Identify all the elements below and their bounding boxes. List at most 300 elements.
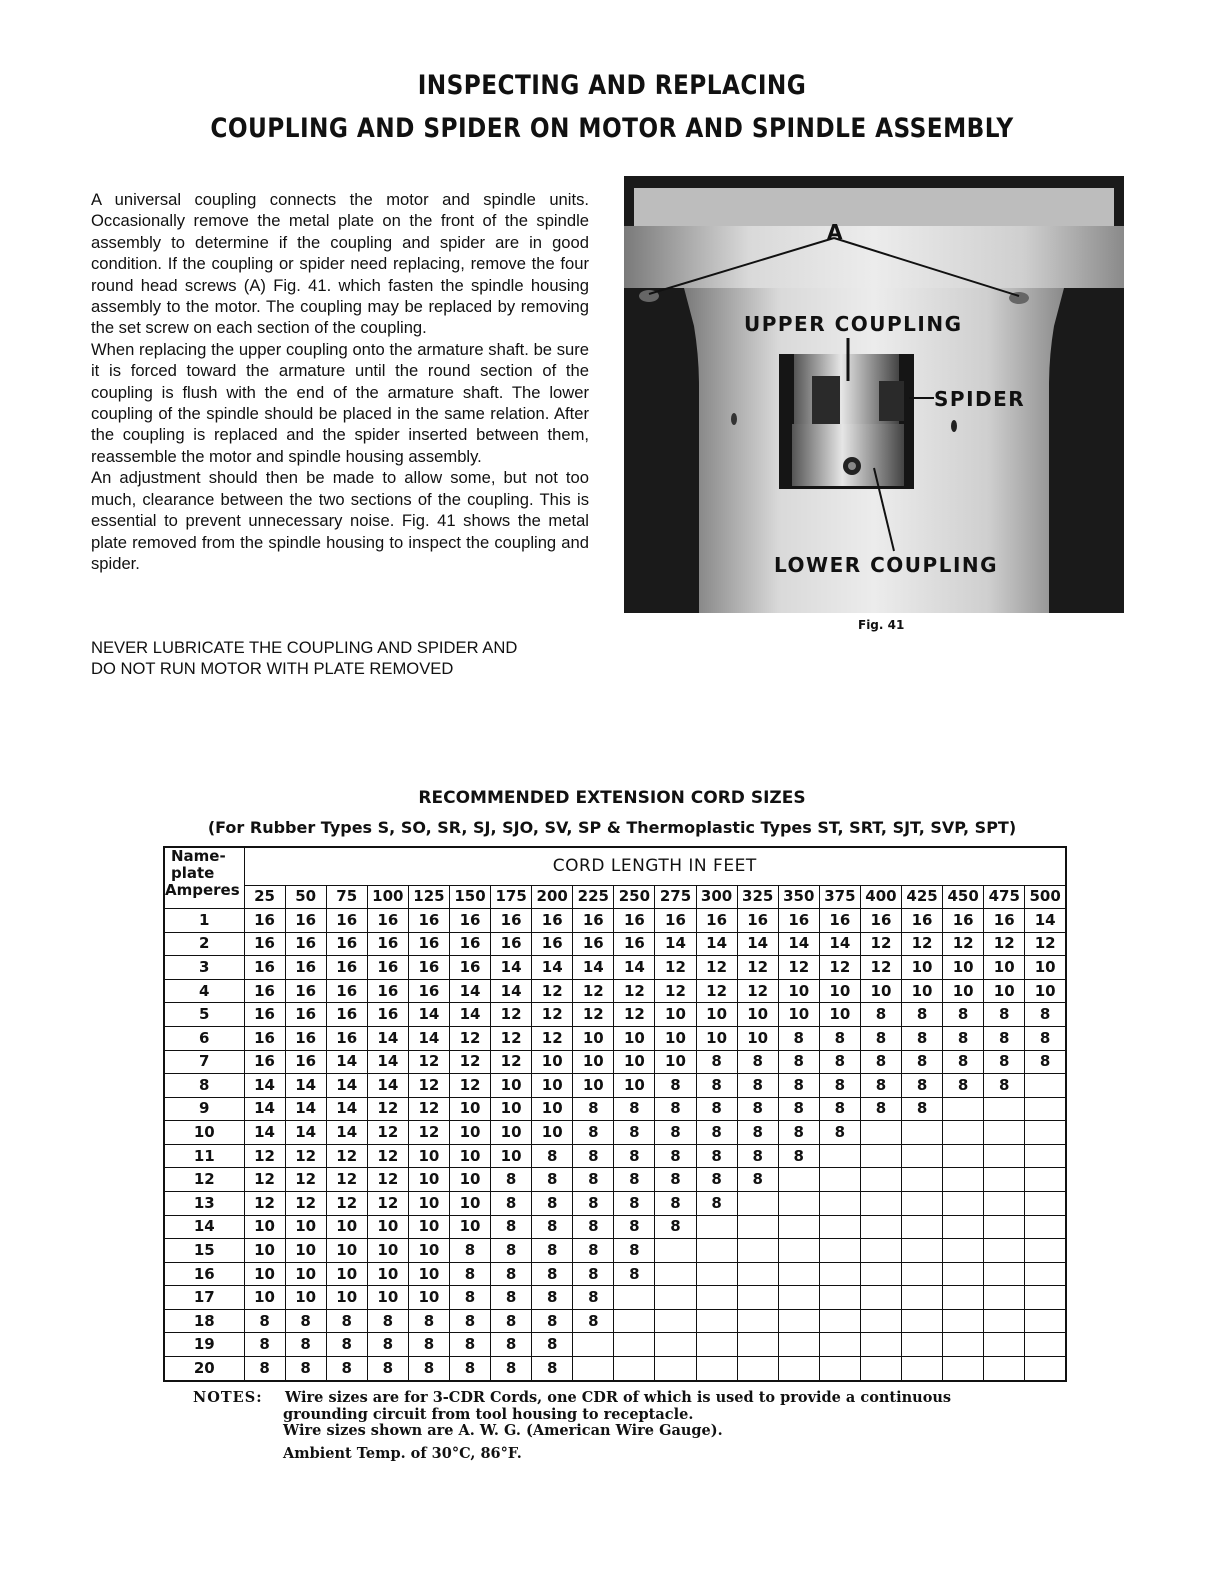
wire-size-cell: 8 <box>778 1121 819 1145</box>
wire-size-cell <box>655 1333 696 1357</box>
wire-size-cell: 8 <box>860 1097 901 1121</box>
wire-size-cell: 8 <box>532 1144 573 1168</box>
wire-size-cell: 10 <box>573 1026 614 1050</box>
wire-size-cell: 16 <box>655 909 696 933</box>
amperes-cell: 11 <box>164 1144 244 1168</box>
wire-size-cell: 12 <box>491 1026 532 1050</box>
wire-size-cell: 8 <box>285 1309 326 1333</box>
wire-size-cell: 12 <box>449 1050 490 1074</box>
wire-size-cell <box>943 1144 984 1168</box>
wire-size-cell: 16 <box>696 909 737 933</box>
amperes-cell: 4 <box>164 979 244 1003</box>
wire-size-cell: 12 <box>532 1026 573 1050</box>
wire-size-cell: 16 <box>408 932 449 956</box>
wire-size-cell: 12 <box>367 1097 408 1121</box>
wire-size-cell: 12 <box>902 932 943 956</box>
wire-size-cell: 8 <box>984 1050 1025 1074</box>
warning-text <box>91 637 589 680</box>
wire-size-cell: 12 <box>285 1192 326 1216</box>
wire-size-cell: 8 <box>655 1121 696 1145</box>
wire-size-cell <box>984 1121 1025 1145</box>
wire-size-cell <box>902 1333 943 1357</box>
wire-size-cell: 16 <box>244 1050 285 1074</box>
wire-size-cell: 16 <box>408 909 449 933</box>
wire-size-cell <box>860 1168 901 1192</box>
length-header-cell: 500 <box>1025 885 1066 909</box>
wire-size-cell: 10 <box>902 956 943 980</box>
wire-size-cell <box>778 1357 819 1381</box>
wire-size-cell: 14 <box>326 1121 367 1145</box>
wire-size-cell: 10 <box>367 1239 408 1263</box>
length-header-cell: 125 <box>408 885 449 909</box>
wire-size-cell <box>819 1239 860 1263</box>
wire-size-cell: 10 <box>491 1074 532 1098</box>
wire-size-cell: 8 <box>326 1333 367 1357</box>
table-row <box>164 1215 1066 1239</box>
wire-size-cell: 8 <box>367 1333 408 1357</box>
wire-size-cell <box>902 1168 943 1192</box>
wire-size-cell: 16 <box>285 956 326 980</box>
wire-size-cell <box>860 1144 901 1168</box>
wire-size-cell: 10 <box>532 1121 573 1145</box>
wire-size-cell: 8 <box>532 1168 573 1192</box>
wire-size-cell: 8 <box>573 1168 614 1192</box>
wire-size-cell <box>943 1215 984 1239</box>
wire-size-cell: 8 <box>943 1003 984 1027</box>
wire-size-cell <box>860 1286 901 1310</box>
wire-size-cell <box>573 1333 614 1357</box>
wire-size-cell <box>778 1262 819 1286</box>
wire-size-cell: 12 <box>326 1144 367 1168</box>
wire-size-cell <box>943 1333 984 1357</box>
wire-size-cell <box>819 1286 860 1310</box>
wire-size-cell: 10 <box>449 1144 490 1168</box>
wire-size-cell: 10 <box>326 1239 367 1263</box>
length-header-cell: 175 <box>491 885 532 909</box>
wire-size-cell <box>943 1357 984 1381</box>
wire-size-cell: 10 <box>449 1192 490 1216</box>
wire-size-cell: 14 <box>367 1074 408 1098</box>
wire-size-cell: 8 <box>491 1168 532 1192</box>
wire-size-cell: 10 <box>532 1097 573 1121</box>
nameplate-header-line-2: plate <box>171 864 215 882</box>
wire-size-cell <box>902 1309 943 1333</box>
wire-size-cell: 16 <box>860 909 901 933</box>
wire-size-cell: 16 <box>367 1003 408 1027</box>
wire-size-cell: 8 <box>532 1239 573 1263</box>
amperes-cell: 1 <box>164 909 244 933</box>
wire-size-cell: 12 <box>532 1003 573 1027</box>
wire-size-cell: 10 <box>943 956 984 980</box>
wire-size-cell: 10 <box>285 1239 326 1263</box>
wire-size-cell: 8 <box>614 1121 655 1145</box>
amperes-cell: 18 <box>164 1309 244 1333</box>
wire-size-cell <box>696 1309 737 1333</box>
table-row <box>164 1026 1066 1050</box>
wire-size-cell: 10 <box>860 979 901 1003</box>
table-row <box>164 932 1066 956</box>
wire-size-cell: 8 <box>902 1003 943 1027</box>
wire-size-cell <box>819 1309 860 1333</box>
wire-size-cell: 8 <box>778 1144 819 1168</box>
wire-size-cell <box>902 1286 943 1310</box>
table-row <box>164 956 1066 980</box>
wire-size-cell: 10 <box>1025 979 1066 1003</box>
wire-size-cell: 8 <box>737 1097 778 1121</box>
wire-size-cell <box>860 1239 901 1263</box>
wire-size-cell <box>1025 1121 1066 1145</box>
wire-size-cell <box>1025 1309 1066 1333</box>
wire-size-cell: 12 <box>244 1192 285 1216</box>
wire-size-cell: 8 <box>614 1144 655 1168</box>
wire-size-cell <box>984 1239 1025 1263</box>
wire-size-cell: 12 <box>244 1144 285 1168</box>
wire-size-cell <box>696 1286 737 1310</box>
wire-size-cell <box>860 1215 901 1239</box>
wire-size-cell: 8 <box>902 1097 943 1121</box>
wire-size-cell: 8 <box>532 1357 573 1381</box>
wire-size-cell: 14 <box>449 979 490 1003</box>
amperes-cell: 20 <box>164 1357 244 1381</box>
wire-size-cell: 16 <box>244 956 285 980</box>
table-row <box>164 1286 1066 1310</box>
wire-size-cell: 10 <box>819 1003 860 1027</box>
wire-size-cell: 16 <box>902 909 943 933</box>
wire-size-cell: 8 <box>491 1239 532 1263</box>
wire-size-cell: 10 <box>614 1074 655 1098</box>
wire-size-cell: 16 <box>491 932 532 956</box>
wire-size-cell: 8 <box>449 1286 490 1310</box>
wire-size-cell: 14 <box>244 1097 285 1121</box>
table-row <box>164 1168 1066 1192</box>
wire-size-cell: 8 <box>902 1050 943 1074</box>
wire-size-cell: 8 <box>737 1050 778 1074</box>
amperes-cell: 8 <box>164 1074 244 1098</box>
table-row <box>164 1357 1066 1381</box>
wire-size-cell: 10 <box>408 1144 449 1168</box>
amperes-cell: 16 <box>164 1262 244 1286</box>
table-title: RECOMMENDED EXTENSION CORD SIZES <box>418 788 806 808</box>
wire-size-cell: 12 <box>326 1168 367 1192</box>
wire-size-cell: 8 <box>532 1262 573 1286</box>
wire-size-cell: 8 <box>532 1286 573 1310</box>
wire-size-cell <box>778 1192 819 1216</box>
paragraph-1: A universal coupling connects the motor and spindle units. Occasionally remove the metal plate on the front of the spindle assembly to determine if the coupling and spider are in good condition. If the coupling or spider need replacing, remove the four round head screws (A) Fig. 41. which fasten the spindle housing assembly to the motor. The coupling may be replaced by removing the set screw on each section of the coupling. <box>91 190 589 338</box>
wire-size-cell: 8 <box>737 1144 778 1168</box>
wire-size-cell: 12 <box>737 956 778 980</box>
coupling-illustration <box>624 176 1124 613</box>
amperes-cell: 7 <box>164 1050 244 1074</box>
wire-size-cell <box>737 1215 778 1239</box>
wire-size-cell: 10 <box>449 1215 490 1239</box>
wire-size-cell: 8 <box>655 1144 696 1168</box>
wire-size-cell: 14 <box>573 956 614 980</box>
wire-size-cell: 8 <box>408 1333 449 1357</box>
wire-size-cell: 8 <box>696 1144 737 1168</box>
wire-size-cell: 8 <box>943 1026 984 1050</box>
wire-size-cell: 12 <box>573 979 614 1003</box>
table-row <box>164 979 1066 1003</box>
table-row <box>164 1074 1066 1098</box>
wire-size-cell: 12 <box>778 956 819 980</box>
wire-size-cell <box>943 1262 984 1286</box>
wire-size-cell: 8 <box>778 1026 819 1050</box>
wire-size-cell <box>860 1333 901 1357</box>
wire-size-cell: 14 <box>491 956 532 980</box>
length-header-cell: 425 <box>902 885 943 909</box>
wire-size-cell <box>1025 1262 1066 1286</box>
instructions-text <box>91 189 589 574</box>
page-title-line-1: INSPECTING AND REPLACING <box>417 70 807 101</box>
length-header-cell: 75 <box>326 885 367 909</box>
wire-size-cell <box>902 1262 943 1286</box>
wire-size-cell <box>860 1357 901 1381</box>
wire-size-cell <box>902 1239 943 1263</box>
wire-size-cell: 8 <box>449 1357 490 1381</box>
wire-size-cell: 14 <box>285 1074 326 1098</box>
label-lower-coupling: LOWER COUPLING <box>774 553 999 577</box>
wire-size-cell <box>860 1121 901 1145</box>
wire-size-cell: 10 <box>778 979 819 1003</box>
wire-size-cell: 8 <box>860 1074 901 1098</box>
wire-size-cell: 16 <box>326 932 367 956</box>
wire-size-cell <box>819 1333 860 1357</box>
table-row <box>164 1192 1066 1216</box>
length-header-cell: 375 <box>819 885 860 909</box>
wire-size-cell <box>984 1144 1025 1168</box>
wire-size-cell: 8 <box>943 1074 984 1098</box>
wire-size-cell: 10 <box>244 1239 285 1263</box>
wire-size-cell: 8 <box>614 1239 655 1263</box>
wire-size-cell: 12 <box>819 956 860 980</box>
wire-size-cell: 12 <box>1025 932 1066 956</box>
wire-size-cell <box>1025 1097 1066 1121</box>
wire-size-cell: 12 <box>367 1168 408 1192</box>
wire-size-cell: 16 <box>819 909 860 933</box>
wire-size-cell: 8 <box>573 1097 614 1121</box>
wire-size-cell <box>860 1192 901 1216</box>
label-spider: SPIDER <box>934 387 1026 411</box>
wire-size-cell: 16 <box>244 1026 285 1050</box>
amperes-cell: 10 <box>164 1121 244 1145</box>
wire-size-cell <box>655 1262 696 1286</box>
wire-size-cell: 16 <box>573 909 614 933</box>
wire-size-cell <box>778 1333 819 1357</box>
wire-size-cell <box>737 1286 778 1310</box>
wire-size-cell: 8 <box>614 1262 655 1286</box>
wire-size-cell <box>943 1121 984 1145</box>
wire-size-cell: 12 <box>696 956 737 980</box>
amperes-cell: 12 <box>164 1168 244 1192</box>
wire-size-cell: 16 <box>326 979 367 1003</box>
wire-size-cell: 8 <box>778 1074 819 1098</box>
wire-size-cell: 8 <box>902 1074 943 1098</box>
wire-size-cell <box>573 1357 614 1381</box>
wire-size-cell <box>984 1168 1025 1192</box>
wire-size-cell: 16 <box>984 909 1025 933</box>
wire-size-cell: 8 <box>655 1074 696 1098</box>
wire-size-cell: 16 <box>491 909 532 933</box>
wire-size-cell: 8 <box>532 1192 573 1216</box>
wire-size-cell: 12 <box>408 1097 449 1121</box>
wire-size-cell: 16 <box>326 1003 367 1027</box>
wire-size-cell: 8 <box>573 1215 614 1239</box>
wire-size-cell: 8 <box>449 1239 490 1263</box>
wire-size-cell: 8 <box>655 1215 696 1239</box>
wire-size-cell: 8 <box>696 1074 737 1098</box>
wire-size-cell: 14 <box>778 932 819 956</box>
figure-41-photo <box>624 176 1124 613</box>
wire-size-cell: 8 <box>285 1333 326 1357</box>
wire-size-cell <box>778 1168 819 1192</box>
wire-size-cell: 10 <box>573 1050 614 1074</box>
wire-size-cell: 16 <box>285 932 326 956</box>
wire-size-cell: 12 <box>408 1050 449 1074</box>
wire-size-cell <box>943 1168 984 1192</box>
wire-size-cell <box>614 1357 655 1381</box>
wire-size-cell: 14 <box>655 932 696 956</box>
wire-size-cell: 8 <box>1025 1050 1066 1074</box>
wire-size-cell: 16 <box>326 956 367 980</box>
wire-size-cell: 8 <box>696 1050 737 1074</box>
length-header-cell: 350 <box>778 885 819 909</box>
wire-size-cell: 8 <box>408 1309 449 1333</box>
wire-size-cell: 12 <box>655 956 696 980</box>
wire-size-cell: 14 <box>819 932 860 956</box>
wire-size-cell: 14 <box>408 1026 449 1050</box>
wire-size-cell: 10 <box>326 1262 367 1286</box>
wire-size-cell: 8 <box>696 1192 737 1216</box>
paragraph-2: When replacing the upper coupling onto the armature shaft. be sure it is forced toward the armature until the round section of the coupling is flush with the end of the armature shaft. The lower coupling of the spindle should be placed in the same relation. After the coupling is replaced and the spider inserted between them, reassemble the motor and spindle housing assembly. <box>91 339 589 466</box>
wire-size-cell <box>860 1309 901 1333</box>
length-header-cell: 275 <box>655 885 696 909</box>
wire-size-cell: 10 <box>408 1239 449 1263</box>
wire-size-cell <box>902 1121 943 1145</box>
wire-size-cell: 12 <box>408 1121 449 1145</box>
wire-size-cell: 8 <box>491 1286 532 1310</box>
wire-size-cell: 12 <box>696 979 737 1003</box>
wire-size-cell: 10 <box>655 1003 696 1027</box>
amperes-cell: 6 <box>164 1026 244 1050</box>
wire-size-cell: 8 <box>491 1333 532 1357</box>
wire-size-cell: 12 <box>367 1192 408 1216</box>
wire-size-cell: 10 <box>819 979 860 1003</box>
wire-size-cell <box>984 1192 1025 1216</box>
wire-size-cell: 16 <box>285 1003 326 1027</box>
amperes-cell: 13 <box>164 1192 244 1216</box>
wire-size-cell <box>737 1192 778 1216</box>
wire-size-cell: 10 <box>285 1262 326 1286</box>
wire-size-cell: 16 <box>244 932 285 956</box>
wire-size-cell: 8 <box>244 1357 285 1381</box>
wire-size-cell: 12 <box>367 1144 408 1168</box>
wire-size-cell <box>902 1192 943 1216</box>
wire-size-cell <box>1025 1215 1066 1239</box>
wire-size-cell <box>819 1357 860 1381</box>
wire-size-cell: 12 <box>449 1074 490 1098</box>
wire-size-cell <box>655 1286 696 1310</box>
length-header-cell: 250 <box>614 885 655 909</box>
wire-size-cell: 10 <box>614 1050 655 1074</box>
wire-size-cell <box>984 1333 1025 1357</box>
wire-size-cell <box>778 1239 819 1263</box>
note-line-4: Ambient Temp. of 30°C, 86°F. <box>283 1444 522 1462</box>
wire-size-cell: 8 <box>860 1026 901 1050</box>
wire-size-cell: 14 <box>367 1050 408 1074</box>
wire-size-cell: 8 <box>737 1168 778 1192</box>
wire-size-cell: 14 <box>449 1003 490 1027</box>
wire-size-cell <box>984 1215 1025 1239</box>
wire-size-cell: 8 <box>367 1309 408 1333</box>
table-header-row <box>164 847 1066 885</box>
wire-size-cell <box>737 1357 778 1381</box>
wire-size-cell <box>902 1357 943 1381</box>
length-header-cell: 400 <box>860 885 901 909</box>
wire-size-cell: 14 <box>491 979 532 1003</box>
wire-size-cell: 10 <box>573 1074 614 1098</box>
wire-size-cell <box>1025 1144 1066 1168</box>
wire-size-cell <box>696 1215 737 1239</box>
wire-size-cell: 16 <box>532 932 573 956</box>
table-row <box>164 1239 1066 1263</box>
wire-size-cell <box>819 1168 860 1192</box>
wire-size-cell <box>1025 1333 1066 1357</box>
wire-size-cell: 8 <box>532 1333 573 1357</box>
wire-size-cell: 10 <box>984 979 1025 1003</box>
length-header-cell: 200 <box>532 885 573 909</box>
wire-size-cell: 16 <box>326 1026 367 1050</box>
wire-size-cell: 12 <box>655 979 696 1003</box>
amperes-cell: 3 <box>164 956 244 980</box>
wire-size-cell: 12 <box>367 1121 408 1145</box>
warning-line-2: DO NOT RUN MOTOR WITH PLATE REMOVED <box>91 659 454 679</box>
wire-size-cell: 16 <box>449 932 490 956</box>
length-header-row <box>164 885 1066 909</box>
table-row <box>164 1121 1066 1145</box>
wire-size-cell: 16 <box>326 909 367 933</box>
wire-size-cell <box>943 1192 984 1216</box>
wire-size-cell: 8 <box>902 1026 943 1050</box>
page-title-line-2: COUPLING AND SPIDER ON MOTOR AND SPINDLE ASSEMBLY <box>210 113 1014 144</box>
wire-size-cell <box>737 1239 778 1263</box>
wire-size-cell <box>819 1262 860 1286</box>
warning-line-1: NEVER LUBRICATE THE COUPLING AND SPIDER AND <box>91 638 518 657</box>
wire-size-cell: 10 <box>326 1286 367 1310</box>
table-row <box>164 909 1066 933</box>
wire-size-cell: 10 <box>491 1121 532 1145</box>
wire-size-cell: 16 <box>449 956 490 980</box>
wire-size-cell: 12 <box>532 979 573 1003</box>
wire-size-cell: 8 <box>449 1309 490 1333</box>
length-header-cell: 150 <box>449 885 490 909</box>
wire-size-cell <box>778 1309 819 1333</box>
table-row <box>164 1333 1066 1357</box>
wire-size-cell <box>737 1262 778 1286</box>
wire-size-cell: 8 <box>1025 1003 1066 1027</box>
wire-size-cell <box>984 1309 1025 1333</box>
wire-size-cell: 8 <box>614 1192 655 1216</box>
wire-size-cell: 8 <box>491 1309 532 1333</box>
wire-size-cell: 10 <box>244 1262 285 1286</box>
paragraph-3: An adjustment should then be made to allow some, but not too much, clearance between the two sections of the coupling. This is essential to prevent unnecessary noise. Fig. 41 shows the metal plate removed from the spindle housing to inspect the coupling and spider. <box>91 468 589 573</box>
wire-size-cell: 10 <box>491 1144 532 1168</box>
wire-size-cell: 8 <box>819 1050 860 1074</box>
wire-size-cell: 12 <box>285 1168 326 1192</box>
wire-size-cell <box>614 1309 655 1333</box>
wire-size-cell: 10 <box>655 1050 696 1074</box>
wire-size-cell: 12 <box>326 1192 367 1216</box>
label-a: A <box>827 220 843 244</box>
